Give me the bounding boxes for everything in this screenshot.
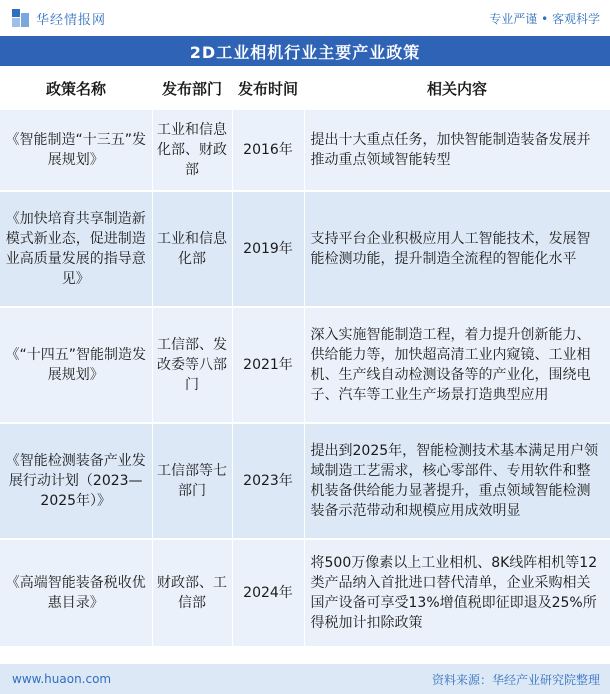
- table-row: [0, 308, 610, 422]
- column-header-name: 政策名称: [0, 66, 152, 110]
- footer-site: www.huaon.com: [12, 672, 112, 686]
- policy-date: 2021年: [232, 308, 304, 422]
- policy-content: 支持平台企业积极应用人工智能技术，发展智能检测功能，提升制造全流程的智能化水平: [304, 192, 610, 306]
- slogan: 专业严谨 • 客观科学: [489, 11, 600, 26]
- brand-name: 华经情报网: [36, 12, 107, 28]
- policy-date: 2024年: [232, 540, 304, 646]
- policy-dept: 财政部、工信部: [152, 540, 232, 646]
- policy-dept: 工业和信息化部: [152, 192, 232, 306]
- table-title: 2D工业相机行业主要产业政策: [0, 36, 610, 66]
- policy-table: [0, 66, 610, 646]
- table-row: [0, 540, 610, 646]
- policy-date: 2023年: [232, 424, 304, 538]
- policy-date: 2019年: [232, 192, 304, 306]
- policy-content: 提出十大重点任务，加快智能制造装备发展并推动重点领域智能转型: [304, 110, 610, 190]
- table-row: [0, 424, 610, 538]
- footer: [0, 664, 610, 694]
- policy-content: 将500万像素以上工业相机、8K线阵相机等12类产品纳入首批进口替代清单，企业采购相关国产设备可享受13%增值税即征即退及25%所得税加计扣除政策: [304, 540, 610, 646]
- policy-content: 深入实施智能制造工程，着力提升创新能力、供给能力等，加快超高清工业内窥镜、工业相机、生产线自动检测设备等的产业化，围绕电子、汽车等工业生产场景打造典型应用: [304, 308, 610, 422]
- policy-dept: 工信部等七部门: [152, 424, 232, 538]
- brand: [12, 9, 106, 28]
- column-header-date: 发布时间: [232, 66, 304, 110]
- policy-dept: 工信部、发改委等八部门: [152, 308, 232, 422]
- policy-name: 《智能检测装备产业发展行动计划（2023—2025年）》: [0, 424, 152, 538]
- table-row: [0, 110, 610, 190]
- table-header-row: [0, 66, 610, 110]
- footer-source: 资料来源：华经产业研究院整理: [431, 672, 600, 687]
- policy-name: 《智能制造“十三五”发展规划》: [0, 110, 152, 190]
- policy-content: 提出到2025年，智能检测技术基本满足用户领域制造工艺需求，核心零部件、专用软件和整机装备供给能力显著提升，重点领域智能检测装备示范带动和规模应用成效明显: [304, 424, 610, 538]
- policy-date: 2016年: [232, 110, 304, 190]
- policy-dept: 工业和信息化部、财政部: [152, 110, 232, 190]
- policy-name: 《“十四五”智能制造发展规划》: [0, 308, 152, 422]
- column-header-content: 相关内容: [304, 66, 610, 110]
- policy-name: 《加快培育共享制造新模式新业态，促进制造业高质量发展的指导意见》: [0, 192, 152, 306]
- logo-icon: [12, 9, 30, 27]
- policy-name: 《高端智能装备税收优惠目录》: [0, 540, 152, 646]
- top-bar: [0, 0, 610, 36]
- column-header-dept: 发布部门: [152, 66, 232, 110]
- table-row: [0, 192, 610, 306]
